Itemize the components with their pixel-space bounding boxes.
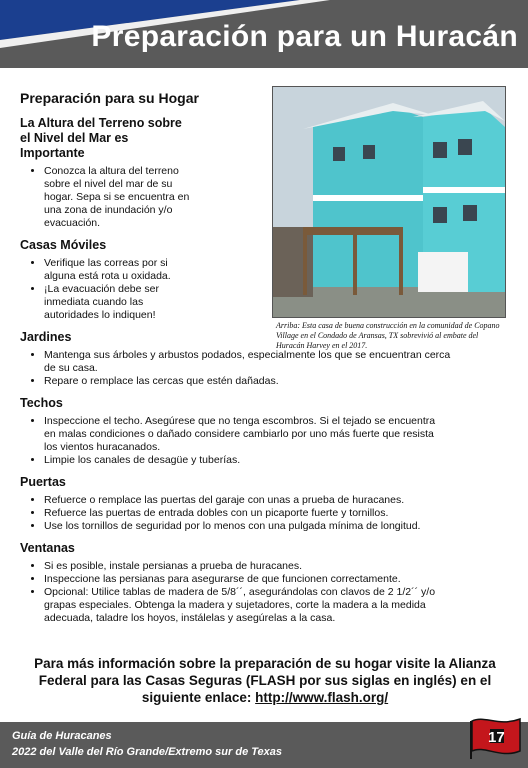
puertas-section bbox=[20, 475, 510, 533]
list-item: • ¡La evacuación debe ser inmediata cuando las autoridades lo indiquen! bbox=[44, 283, 194, 322]
techos-section bbox=[20, 396, 510, 467]
list-item: • Inspeccione el techo. Asegúrese que no tenga escombros. Si el tejado se encuentra en malas condiciones o dañado considere cambiarlo por uno más fuerte que resista los vientos huracanados. bbox=[44, 415, 444, 454]
section-title: Preparación para su Hogar bbox=[20, 90, 199, 106]
ventanas-section bbox=[20, 541, 510, 625]
list-item: • Mantenga sus árboles y arbustos podados, especialmente los que se encuentran cerca de su casa. bbox=[44, 349, 464, 375]
photo-caption: Arriba: Esta casa de buena construcción en la comunidad de Copano Village en el Condado de Aransas, TX sobrevivió al embate del Huracán Harvey en el 2017. bbox=[276, 321, 500, 350]
list-item: • Refuerce o remplace las puertas del garaje con unas a prueba de huracanes. bbox=[44, 494, 510, 507]
jardines-section bbox=[20, 330, 510, 388]
techos-heading: Techos bbox=[20, 396, 63, 410]
list-item: • Conozca la altura del terreno sobre el nivel del mar de su hogar. Sepa si se encuentra en una zona de inundación y/o evacuación. bbox=[44, 165, 194, 230]
main-content bbox=[20, 90, 510, 633]
jardines-heading: Jardines bbox=[20, 330, 72, 344]
puertas-list bbox=[20, 494, 510, 533]
moviles-section bbox=[20, 238, 270, 322]
page-title: Preparación para un Huracán bbox=[91, 20, 518, 53]
list-item: • Verifique las correas por si alguna está rota u oxidada. bbox=[44, 257, 194, 283]
more-info-text: Para más información sobre la preparación de su hogar visite la Alianza Federal para las Casas Seguras (FLASH por sus siglas en inglés) en el siguiente enlace: bbox=[34, 656, 496, 705]
page-footer bbox=[0, 722, 528, 768]
list-item: • Opcional: Utilice tablas de madera de 5/8´´, asegurándolas con clavos de 2 1/2´´ y/o grapas especiales. Obtenga la madera y sujetadores, corte la madera a la medida adecuada, taladre los hoyos, instálelas y asegúrelas a la casa. bbox=[44, 586, 464, 625]
list-item: • Use los tornillos de seguridad por lo menos con una pulgada mínima de longitud. bbox=[44, 520, 510, 533]
page-header bbox=[0, 0, 528, 68]
jardines-list bbox=[20, 349, 464, 388]
list-item: • Refuerce las puertas de entrada dobles con un picaporte fuerte y tornillos. bbox=[44, 507, 510, 520]
puertas-heading: Puertas bbox=[20, 475, 66, 489]
terreno-list bbox=[20, 165, 194, 230]
footer-guide-title: Guía de Huracanes bbox=[12, 730, 112, 742]
terreno-section bbox=[20, 116, 270, 230]
ventanas-list bbox=[20, 560, 464, 625]
flash-link[interactable]: http://www.flash.org/ bbox=[255, 690, 389, 705]
page-number: 17 bbox=[488, 729, 505, 746]
footer-guide-subtitle: 2022 del Valle del Río Grande/Extremo sur de Texas bbox=[12, 746, 283, 758]
moviles-heading: Casas Móviles bbox=[20, 238, 107, 252]
list-item: • Repare o remplace las cercas que estén dañadas. bbox=[44, 375, 464, 388]
list-item: • Limpie los canales de desagüe y tuberías. bbox=[44, 454, 444, 467]
list-item: • Si es posible, instale persianas a prueba de huracanes. bbox=[44, 560, 464, 573]
techos-list bbox=[20, 415, 444, 467]
moviles-list bbox=[20, 257, 194, 322]
terreno-heading: La Altura del Terreno sobre el Nivel del Mar es Importante bbox=[20, 116, 182, 160]
list-item: • Inspeccione las persianas para asegurarse de que funcionen correctamente. bbox=[44, 573, 464, 586]
ventanas-heading: Ventanas bbox=[20, 541, 75, 555]
more-info-note bbox=[20, 655, 510, 706]
